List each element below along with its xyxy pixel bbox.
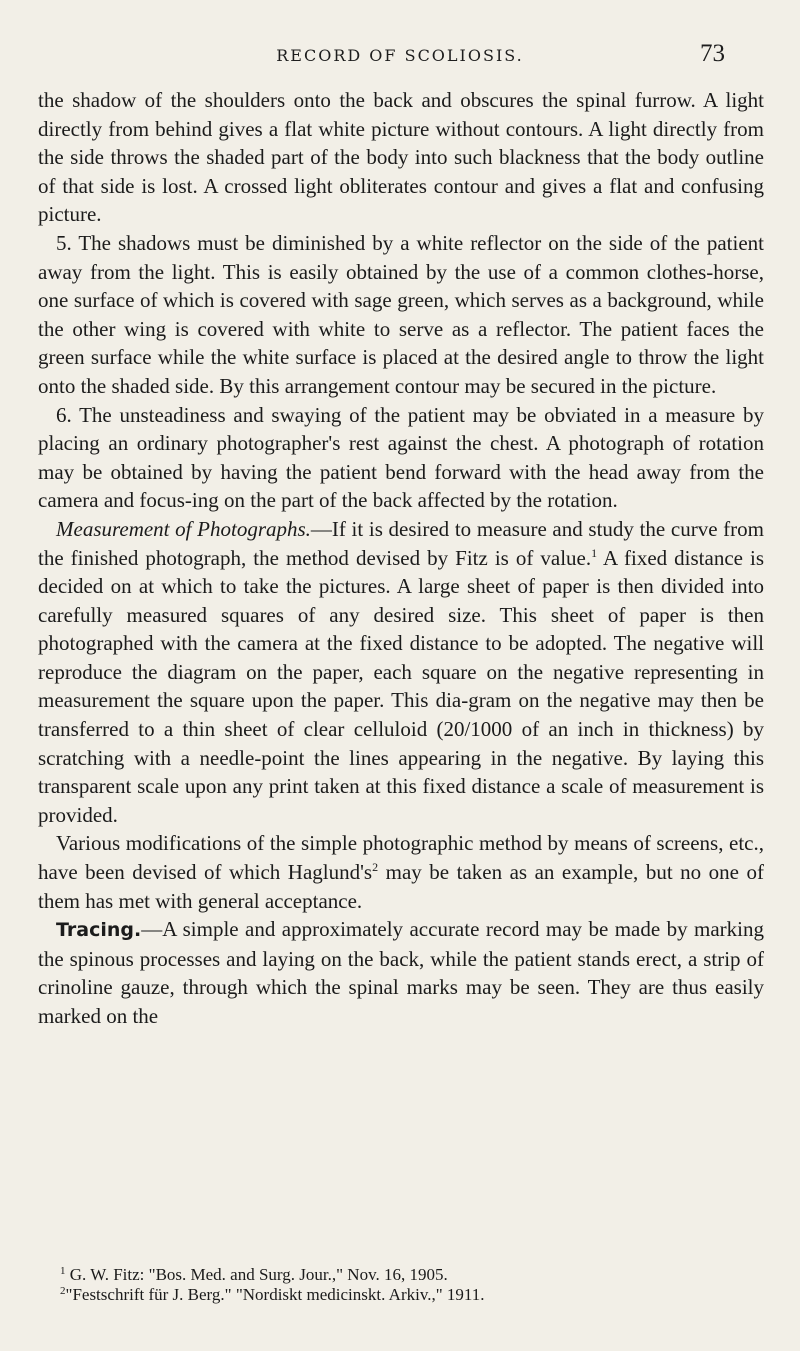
running-head: RECORD OF SCOLIOSIS.	[276, 46, 524, 65]
section-heading-tracing: Tracing.	[56, 919, 142, 942]
paragraph-3: 6. The unsteadiness and swaying of the patient may be obviated in a measure by placing an ordinary photographer's rest against the chest. A photograph of rotation may be obtained by having the patient bend forward with the head away from the camera and focus-ing on the part of the back affected by the rotation.	[38, 402, 764, 513]
paragraph-5	[38, 829, 764, 915]
paragraph-4-text-b: A fixed distance is decided on at which to take the pictures. A large sheet of paper is then divided into carefully measured squares of any desired size. This sheet of paper is then photographed with the camera at the fixed distance to be adopted. The negative will reproduce the diagram on the paper, each square on the negative representing in measurement the square upon the paper. This dia-gram on the negative may then be transferred to a thin sheet of clear celluloid (20/1000 of an inch in thickness) by scratching with a needle-point the lines appearing in the negative. By laying this transparent scale upon any print taken at this fixed distance a scale of measurement is provided.	[38, 545, 764, 827]
paragraph-6	[38, 915, 764, 1030]
paragraph-5-text-a: Various modifications of the simple photographic method by means of screens, etc., have been devised of which Haglund's	[38, 831, 764, 885]
paragraph-6-text: —A simple and approximately accurate record may be made by marking the spinous processes and laying on the back, while the patient stands erect, a strip of crinoline gauze, through which the spinal marks may be seen. They are thus easily marked on the	[38, 917, 764, 1028]
paragraph-4	[38, 515, 764, 830]
footnote-2-text: "Festschrift für J. Berg." "Nordiskt medicinskt. Arkiv.," 1911.	[65, 1285, 485, 1304]
footnote-1-text: G. W. Fitz: "Bos. Med. and Surg. Jour.," Nov. 16, 1905.	[65, 1265, 448, 1284]
body-text	[38, 86, 764, 1031]
footnote-2	[38, 1285, 764, 1305]
page-header	[0, 42, 800, 76]
paragraph-1: the shadow of the shoulders onto the back and obscures the spinal furrow. A light directly from behind gives a flat white picture without contours. A light directly from the side throws the shaded part of the body into such blackness that the body outline of that side is lost. A crossed light obliterates contour and gives a flat and confusing picture.	[38, 88, 764, 227]
page-number: 73	[700, 40, 725, 67]
footnote-1-mark: 1	[60, 1265, 66, 1277]
paragraph-5-text-b: may be taken as an example, but no one of them has met with general acceptance.	[38, 860, 765, 913]
footnotes	[38, 1265, 764, 1305]
footnote-ref-1: 1	[591, 545, 598, 560]
paragraph-4-text-a: —If it is desired to measure and study the curve from the finished photograph, the method devised by Fitz is of value.	[38, 516, 764, 570]
footnote-2-mark: 2	[60, 1285, 66, 1297]
footnote-1	[38, 1265, 764, 1285]
paragraph-2: 5. The shadows must be diminished by a white reflector on the side of the patient away from the light. This is easily obtained by the use of a common clothes-horse, one surface of which is covered with sage green, which serves as a background, while the other wing is covered with white to serve as a reflector. The patient faces the green surface while the white surface is placed at the desired angle to throw the light onto the shaded side. By this arrangement contour may be secured in the picture.	[38, 230, 764, 398]
section-heading-measurement: Measurement of Photographs.	[56, 516, 311, 541]
footnote-ref-2: 2	[372, 860, 379, 875]
